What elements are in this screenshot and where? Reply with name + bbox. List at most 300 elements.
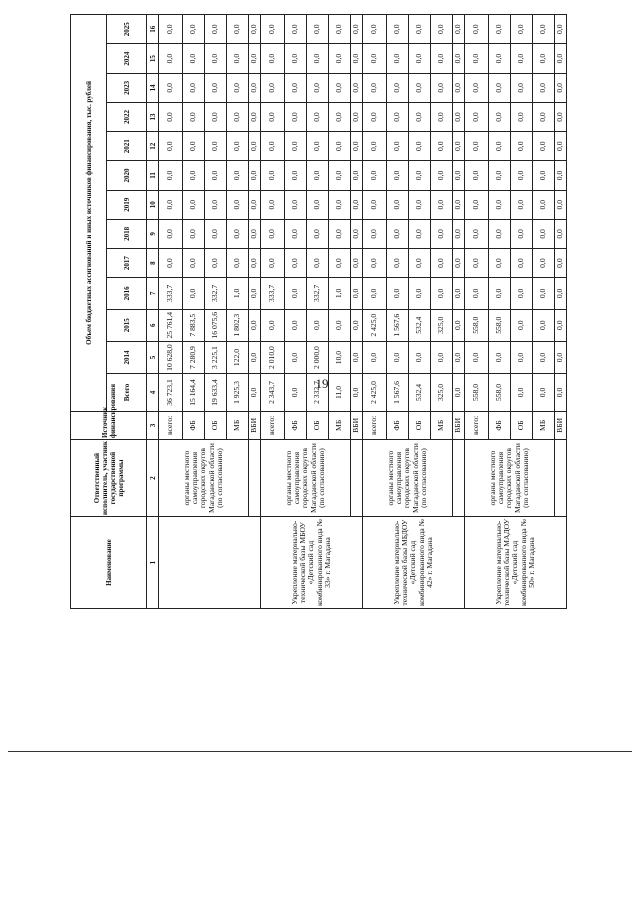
row-value: 0,0 [555,219,567,248]
row-value: 0,0 [351,341,363,373]
row-value: 0,0 [351,161,363,190]
row-value: 0,0 [205,44,227,73]
row-value: 0,0 [159,102,183,131]
row-value: 0,0 [183,102,205,131]
row-name [159,517,261,609]
row-value: 0,0 [205,73,227,102]
row-value: 0,0 [387,219,409,248]
row-value: 0,0 [511,190,533,219]
row-source: ОБ [205,411,227,439]
row-value: 0,0 [511,102,533,131]
row-source: всего: [261,411,285,439]
row-value: 0,0 [261,15,285,44]
row-value: 0,0 [453,102,465,131]
header-index: 1 [147,517,159,609]
row-value: 0,0 [409,15,431,44]
row-value: 0,0 [465,190,489,219]
row-value: 0,0 [329,219,351,248]
table-row [465,15,489,609]
row-value: 0,0 [511,309,533,341]
row-value: 0,0 [431,190,453,219]
row-value: 0,0 [249,132,261,161]
row-executor-empty [351,439,363,516]
row-value: 0,0 [431,102,453,131]
row-value: 0,0 [387,341,409,373]
row-value: 0,0 [351,102,363,131]
row-value: 0,0 [409,102,431,131]
row-value: 0,0 [261,190,285,219]
row-value: 0,0 [205,219,227,248]
row-value: 0,0 [261,309,285,341]
row-value: 0,0 [159,15,183,44]
row-value: 0,0 [307,249,329,278]
row-source: МБ [227,411,249,439]
row-value: 0,0 [351,190,363,219]
row-value: 0,0 [533,249,555,278]
row-total: 0,0 [249,374,261,412]
row-value: 0,0 [285,132,307,161]
row-value: 0,0 [511,249,533,278]
row-source: ОБ [409,411,431,439]
row-value: 0,0 [453,44,465,73]
row-value: 0,0 [511,219,533,248]
row-value: 1,0 [227,278,249,309]
row-value: 0,0 [533,102,555,131]
header-year: 2018 [107,219,147,248]
row-value: 0,0 [555,278,567,309]
row-source: ОБ [511,411,533,439]
row-value: 0,0 [489,102,511,131]
row-value: 0,0 [387,102,409,131]
row-value: 0,0 [261,219,285,248]
row-value: 0,0 [453,309,465,341]
row-value: 0,0 [329,161,351,190]
header-index: 2 [147,439,159,516]
header-index: 11 [147,161,159,190]
row-source: ВБИ [555,411,567,439]
row-value: 0,0 [205,132,227,161]
row-value: 0,0 [409,341,431,373]
row-value: 0,0 [205,161,227,190]
row-value: 0,0 [453,219,465,248]
table-row [363,15,387,609]
row-total: 0,0 [555,374,567,412]
row-value: 0,0 [159,190,183,219]
row-executor-empty [249,439,261,516]
table-row [159,15,183,609]
row-value: 0,0 [431,132,453,161]
row-value: 3 225,1 [205,341,227,373]
row-value: 0,0 [387,73,409,102]
row-value: 0,0 [511,73,533,102]
header-year: 2016 [107,278,147,309]
header-index: 9 [147,219,159,248]
row-value: 0,0 [489,44,511,73]
row-value: 0,0 [307,102,329,131]
row-value: 0,0 [285,309,307,341]
row-value: 0,0 [307,219,329,248]
row-value: 0,0 [409,278,431,309]
row-value: 0,0 [249,73,261,102]
row-value: 332,7 [307,278,329,309]
row-source: МБ [431,411,453,439]
row-value: 0,0 [227,44,249,73]
row-value: 0,0 [227,15,249,44]
row-value: 7 280,9 [183,341,205,373]
row-value: 558,0 [489,309,511,341]
header-year: 2017 [107,249,147,278]
header-index: 3 [147,411,159,439]
row-total: 0,0 [453,374,465,412]
row-total: 1 925,3 [227,374,249,412]
row-value: 0,0 [363,161,387,190]
row-source: ВБИ [249,411,261,439]
row-value: 0,0 [329,102,351,131]
row-value: 0,0 [533,44,555,73]
row-value: 0,0 [555,341,567,373]
row-value: 0,0 [329,73,351,102]
row-value: 0,0 [329,44,351,73]
row-value: 0,0 [307,132,329,161]
header-name: Наименование [71,517,147,609]
header-index: 6 [147,309,159,341]
row-value: 0,0 [387,132,409,161]
row-value: 0,0 [159,249,183,278]
row-value: 0,0 [249,190,261,219]
row-value: 0,0 [307,309,329,341]
row-value: 0,0 [555,132,567,161]
header-index-row [147,15,159,609]
row-total: 1 567,6 [387,374,409,412]
row-value: 0,0 [249,102,261,131]
row-value: 0,0 [307,15,329,44]
row-value: 0,0 [227,190,249,219]
row-value: 0,0 [249,249,261,278]
row-value: 0,0 [159,219,183,248]
row-value: 2 010,0 [261,341,285,373]
row-value: 0,0 [453,249,465,278]
row-value: 0,0 [387,249,409,278]
row-value: 0,0 [387,161,409,190]
header-index: 8 [147,249,159,278]
page-number: 19 [315,376,329,391]
row-value: 0,0 [363,249,387,278]
row-executor: органы местного самоуправления городских округов Магаданской области (по согласованию) [363,439,453,516]
row-value: 0,0 [363,219,387,248]
row-value: 0,0 [285,219,307,248]
rotated-table-container [70,14,575,609]
row-value: 0,0 [307,161,329,190]
row-value: 325,0 [431,309,453,341]
row-value: 0,0 [261,102,285,131]
row-total: 532,4 [409,374,431,412]
row-value: 0,0 [329,15,351,44]
row-value: 0,0 [227,132,249,161]
row-value: 0,0 [285,15,307,44]
row-value: 0,0 [489,278,511,309]
row-value: 0,0 [249,219,261,248]
row-source: ФБ [285,411,307,439]
row-value: 0,0 [533,161,555,190]
row-value: 0,0 [453,161,465,190]
row-value: 0,0 [351,15,363,44]
row-value: 1 802,3 [227,309,249,341]
row-value: 0,0 [285,341,307,373]
row-value: 0,0 [409,219,431,248]
row-value: 0,0 [329,190,351,219]
row-value: 0,0 [307,44,329,73]
row-value: 0,0 [285,190,307,219]
header-source: Источник финансирования [71,411,147,439]
row-value: 0,0 [363,102,387,131]
row-value: 0,0 [465,44,489,73]
row-value: 0,0 [363,15,387,44]
row-value: 0,0 [227,161,249,190]
row-value: 0,0 [227,102,249,131]
header-index: 7 [147,278,159,309]
row-total: 558,0 [489,374,511,412]
row-executor: органы местного самоуправления городских округов Магаданской области (по согласованию) [261,439,351,516]
header-year: 2014 [107,341,147,373]
row-value: 10 628,0 [159,341,183,373]
row-value: 10,0 [329,341,351,373]
header-volume: Объем бюджетных ассигнований и иных источников финансирования, тыс. рублей [71,15,107,412]
row-source: ВБИ [351,411,363,439]
row-executor-empty [555,439,567,516]
row-value: 0,0 [465,341,489,373]
row-name: Укрепление материально-технической базы МБОУ «Детский сад комбинированного вида № 33» г. Магадана [261,517,363,609]
header-year: 2025 [107,15,147,44]
row-total: 558,0 [465,374,489,412]
row-value: 0,0 [489,132,511,161]
row-value: 0,0 [183,15,205,44]
row-value: 0,0 [285,249,307,278]
header-year: 2024 [107,44,147,73]
row-value: 0,0 [351,278,363,309]
row-value: 0,0 [183,73,205,102]
row-value: 0,0 [533,278,555,309]
row-value: 0,0 [489,190,511,219]
row-value: 0,0 [533,190,555,219]
row-value: 0,0 [431,249,453,278]
row-value: 0,0 [183,190,205,219]
header-index: 14 [147,73,159,102]
row-value: 0,0 [533,132,555,161]
row-value: 0,0 [489,161,511,190]
row-value: 0,0 [159,73,183,102]
row-value: 0,0 [351,309,363,341]
row-value: 0,0 [285,73,307,102]
row-value: 0,0 [307,190,329,219]
row-value: 0,0 [329,249,351,278]
row-value: 0,0 [261,44,285,73]
row-value: 0,0 [555,15,567,44]
row-source: ФБ [489,411,511,439]
header-index: 15 [147,44,159,73]
row-value: 0,0 [431,15,453,44]
row-value: 0,0 [453,341,465,373]
row-value: 0,0 [431,161,453,190]
row-value: 0,0 [329,309,351,341]
row-value: 0,0 [351,132,363,161]
row-value: 0,0 [453,15,465,44]
header-index: 10 [147,190,159,219]
row-value: 0,0 [511,132,533,161]
row-value: 0,0 [183,219,205,248]
row-value: 0,0 [387,190,409,219]
row-value: 0,0 [533,341,555,373]
row-value: 0,0 [285,278,307,309]
row-total: 19 633,4 [205,374,227,412]
row-value: 558,0 [465,309,489,341]
row-value: 0,0 [489,15,511,44]
row-value: 0,0 [409,132,431,161]
row-value: 0,0 [351,73,363,102]
header-year: 2020 [107,161,147,190]
header-index: 13 [147,102,159,131]
row-total: 2 425,0 [363,374,387,412]
row-value: 0,0 [511,161,533,190]
row-value: 0,0 [227,249,249,278]
row-value: 333,7 [261,278,285,309]
row-value: 0,0 [227,73,249,102]
divider-line [8,751,632,752]
row-value: 0,0 [511,44,533,73]
row-source: всего: [363,411,387,439]
row-value: 0,0 [453,278,465,309]
row-total: 2 332,7 [307,374,329,412]
row-value: 0,0 [409,44,431,73]
row-value: 0,0 [533,73,555,102]
row-value: 0,0 [159,161,183,190]
row-value: 0,0 [409,190,431,219]
row-value: 0,0 [533,15,555,44]
row-value: 0,0 [453,132,465,161]
row-total: 0,0 [285,374,307,412]
row-executor-empty [453,439,465,516]
row-value: 0,0 [227,219,249,248]
row-value: 0,0 [261,132,285,161]
row-value: 2 000,0 [307,341,329,373]
row-total: 0,0 [511,374,533,412]
row-value: 0,0 [205,249,227,278]
row-value: 0,0 [409,161,431,190]
row-value: 0,0 [159,44,183,73]
row-value: 0,0 [465,278,489,309]
row-value: 0,0 [387,15,409,44]
row-value: 0,0 [511,15,533,44]
table-body [159,15,567,609]
row-value: 16 075,6 [205,309,227,341]
row-value: 0,0 [249,161,261,190]
row-value: 0,0 [363,190,387,219]
row-source: ОБ [307,411,329,439]
row-value: 0,0 [465,132,489,161]
row-value: 0,0 [183,249,205,278]
row-value: 0,0 [555,190,567,219]
row-value: 0,0 [555,73,567,102]
row-source: ВБИ [453,411,465,439]
row-value: 0,0 [249,15,261,44]
row-source: МБ [533,411,555,439]
row-value: 0,0 [453,73,465,102]
row-value: 0,0 [285,44,307,73]
header-year: 2021 [107,132,147,161]
row-value: 0,0 [387,44,409,73]
row-value: 1 567,6 [387,309,409,341]
row-value: 0,0 [329,132,351,161]
row-value: 333,7 [159,278,183,309]
row-value: 0,0 [205,190,227,219]
row-value: 0,0 [555,44,567,73]
header-executor: Ответственный исполнитель, участник государственной программы [71,439,147,516]
row-value: 1,0 [329,278,351,309]
row-value: 332,7 [205,278,227,309]
row-source: всего: [465,411,489,439]
row-value: 0,0 [431,219,453,248]
row-value: 122,0 [227,341,249,373]
header-index: 5 [147,341,159,373]
row-value: 0,0 [285,102,307,131]
row-value: 0,0 [363,44,387,73]
row-value: 0,0 [431,73,453,102]
row-value: 0,0 [261,161,285,190]
header-index: 4 [147,374,159,412]
row-total: 15 164,4 [183,374,205,412]
row-value: 0,0 [363,278,387,309]
row-total: 0,0 [533,374,555,412]
budget-table [70,14,567,609]
row-total: 36 723,1 [159,374,183,412]
row-value: 7 883,5 [183,309,205,341]
row-value: 0,0 [363,73,387,102]
row-source: МБ [329,411,351,439]
row-name: Укрепление материально-технической базы МАДОУ «Детский сад комбинированного вида № 50» г. Магадана [465,517,567,609]
row-total: 325,0 [431,374,453,412]
row-value: 0,0 [465,161,489,190]
row-value: 0,0 [555,309,567,341]
row-source: всего: [159,411,183,439]
row-value: 0,0 [431,44,453,73]
row-value: 0,0 [363,341,387,373]
row-value: 0,0 [183,44,205,73]
row-value: 0,0 [489,73,511,102]
row-value: 0,0 [465,15,489,44]
row-value: 0,0 [183,132,205,161]
row-value: 0,0 [409,249,431,278]
table-header [71,15,159,609]
table-row [261,15,285,609]
row-value: 0,0 [249,44,261,73]
row-value: 0,0 [261,249,285,278]
header-index: 16 [147,15,159,44]
row-source: ФБ [183,411,205,439]
row-value: 0,0 [465,102,489,131]
row-value: 0,0 [533,219,555,248]
row-value: 0,0 [555,161,567,190]
row-value: 0,0 [465,219,489,248]
row-source: ФБ [387,411,409,439]
row-value: 25 761,4 [159,309,183,341]
row-value: 0,0 [465,73,489,102]
row-value: 0,0 [205,102,227,131]
row-value: 0,0 [511,278,533,309]
header-index: 12 [147,132,159,161]
header-year: 2019 [107,190,147,219]
row-value: 0,0 [555,249,567,278]
row-value: 0,0 [555,102,567,131]
row-total: 0,0 [351,374,363,412]
